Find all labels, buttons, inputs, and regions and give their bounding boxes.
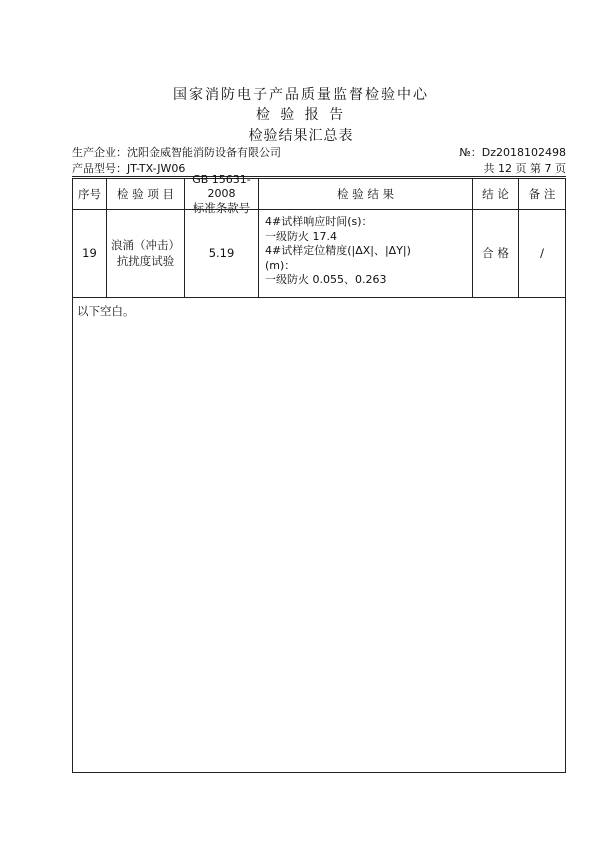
row-result: [259, 209, 473, 297]
summary-title: 检验结果汇总表: [248, 128, 354, 144]
report-number: №：Dz2018102498: [459, 146, 566, 159]
report-title: 检 验 报 告: [255, 107, 347, 123]
blank-below-note: 以下空白。: [77, 304, 135, 318]
header-standard: [185, 173, 259, 215]
row-conclusion: 合 格: [473, 209, 519, 297]
row-clause: 5.19: [185, 209, 259, 297]
header-conclusion: 结 论: [473, 179, 519, 209]
header-remark: 备 注: [528, 187, 556, 201]
result-line: 4#试样响应时间(s)：: [265, 215, 373, 228]
row-seq: 19: [73, 209, 107, 297]
result-line: 一级防火 17.4: [265, 229, 337, 243]
result-line: (m)：: [265, 258, 296, 272]
row-item-line1: 浪涌（冲击）: [111, 238, 180, 252]
row-item-line2: 抗扰度试验: [116, 254, 175, 268]
row-divider: [73, 297, 565, 298]
result-line: 4#试样定位精度(|ΔX|、|ΔY|): [265, 244, 411, 257]
header-result: 检 验 结 果: [259, 179, 473, 209]
header-standard-code: GB 15631-2008: [192, 173, 251, 200]
result-line: 一级防火 0.055、0.263: [265, 273, 387, 286]
row-remark: /: [540, 246, 544, 260]
results-table: [72, 173, 566, 773]
header-divider: [72, 176, 566, 177]
header-seq: 序号: [73, 179, 107, 209]
row-item: [107, 209, 185, 297]
enterprise-label: 生产企业：沈阳金威智能消防设备有限公司: [72, 146, 281, 159]
header-item: 检 验 项 目: [107, 179, 185, 209]
page-indicator: 共 12 页 第 7 页: [483, 162, 566, 175]
header-standard-clause: 标准条款号: [192, 201, 251, 215]
organization-title: 国家消防电子产品质量监督检验中心: [173, 87, 429, 103]
product-model-label: 产品型号：JT-TX-JW06: [72, 162, 186, 175]
